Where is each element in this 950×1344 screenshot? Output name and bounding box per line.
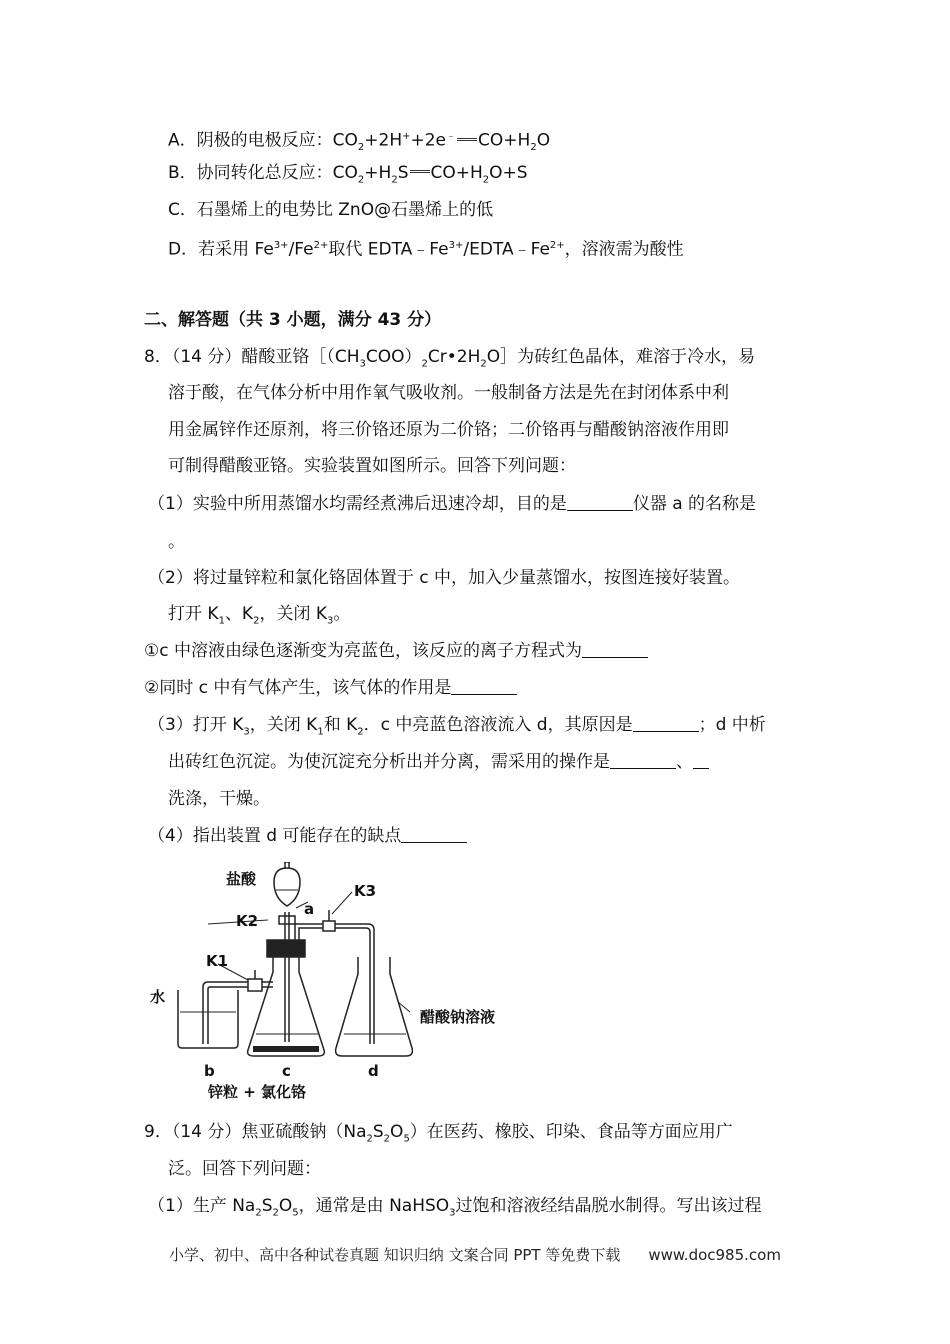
q9-line2: 泛。回答下列问题： (168, 1159, 321, 1179)
q8-part2-b: 打开 $K_1$、$K_2$，关闭 $K_3$。 (168, 604, 351, 627)
answer-blank[interactable] (582, 639, 648, 658)
q8-part3-b: 出砖红色沉淀。为使沉淀充分析出并分离，需采用的操作是 、 (168, 749, 709, 775)
footer-link[interactable]: www.doc985.com (648, 1246, 781, 1264)
q8-line3: 用金属锌作还原剂，将三价铬还原为二价铬；二价铬再与醋酸钠溶液作用即 (168, 420, 729, 440)
label-d: d (368, 1062, 379, 1080)
answer-blank[interactable] (401, 824, 467, 843)
label-b: b (204, 1062, 215, 1080)
q9-part1: （1）生产 $Na_2S_2O_5$，通常是由 NaHSO$_3$过饱和溶液经结晶脱水制得。写出该过程 (148, 1196, 762, 1219)
q8-sub2: ②同时 c 中有气体产生，该气体的作用是 (144, 675, 517, 701)
label-water: 水 (150, 988, 166, 1006)
q8-part2: （2）将过量锌粒和氯化铬固体置于 c 中，加入少量蒸馏水，按图连接好装置。 (148, 568, 740, 588)
q8-part1: （1）实验中所用蒸馏水均需经煮沸后迅速冷却，目的是 仪器 a 的名称是 (148, 494, 757, 514)
section-heading: 二、解答题（共 3 小题，满分 43 分） (144, 310, 442, 330)
option-a-prefix: A．阴极的电极反应：CO (168, 130, 358, 151)
page-footer (0, 1244, 950, 1265)
answer-blank[interactable] (610, 750, 676, 769)
option-b-prefix: B．协同转化总反应：CO (168, 163, 358, 183)
q8-part4: （4）指出装置 d 可能存在的缺点 (148, 823, 467, 849)
option-c: C．石墨烯上的电势比 ZnO@石墨烯上的低 (168, 200, 494, 220)
label-hcl: 盐酸 (226, 870, 257, 888)
apparatus-figure (148, 862, 528, 1102)
label-reagents: 锌粒 + 氯化铬 (208, 1083, 307, 1101)
q9-line1: 9．（14 分）焦亚硫酸钠$(Na_2S_2O_5)$在医药、橡胶、印染、食品等方面应用广 (144, 1122, 733, 1145)
answer-blank[interactable] (693, 750, 709, 769)
option-a: A．阴极的电极反应：$CO_2+2H^++2e^﹣$ $CO+H_2O$ (168, 130, 551, 154)
q8-line2: 溶于酸，在气体分析中用作氧气吸收剂。一般制备方法是先在封闭体系中利 (168, 383, 729, 403)
q8-sub1: ①c 中溶液由绿色逐渐变为亮蓝色，该反应的离子方程式为 (144, 638, 648, 664)
label-k1: K1 (206, 952, 229, 970)
label-k2: K2 (236, 912, 259, 930)
separatory-funnel (274, 868, 300, 906)
label-naac: 醋酸钠溶液 (420, 1008, 496, 1026)
q8-line1: 8．（14 分）醋酸亚铬$[(CH_3COO)_2Cr•2H_2O]$为砖红色晶体，难溶于冷水，易 (144, 347, 756, 370)
label-k3: K3 (354, 882, 377, 900)
label-a: a (304, 900, 315, 918)
answer-blank[interactable] (633, 713, 699, 732)
q8-part3: （3）打开 $K_3$，关闭 $K_1$和 $K_2$．c 中亮蓝色溶液流入 d，其原因是 ；d 中析 (148, 715, 766, 738)
option-b: B．协同转化总反应：$CO_2+H_2S$ $CO+H_2O+S$ (168, 163, 528, 186)
flask-c (248, 957, 325, 1056)
q8-line4: 可制得醋酸亚铬。实验装置如图所示。回答下列问题： (168, 456, 576, 476)
answer-blank[interactable] (567, 492, 633, 511)
option-d: D．若采用 $Fe^{3+}/Fe^{2+}$取代 $EDTA﹣Fe^{3+}/EDTA﹣Fe^{2+}$，溶液需为酸性 (168, 239, 684, 260)
label-c: c (282, 1062, 291, 1080)
answer-blank[interactable] (451, 676, 517, 695)
q8-part1-end: 。 (168, 532, 185, 552)
footer-text: 小学、初中、高中各种试卷真题 知识归纳 文案合同 PPT 等免费下载 (169, 1246, 621, 1264)
q8-part3-c: 洗涤，干燥。 (168, 789, 270, 809)
